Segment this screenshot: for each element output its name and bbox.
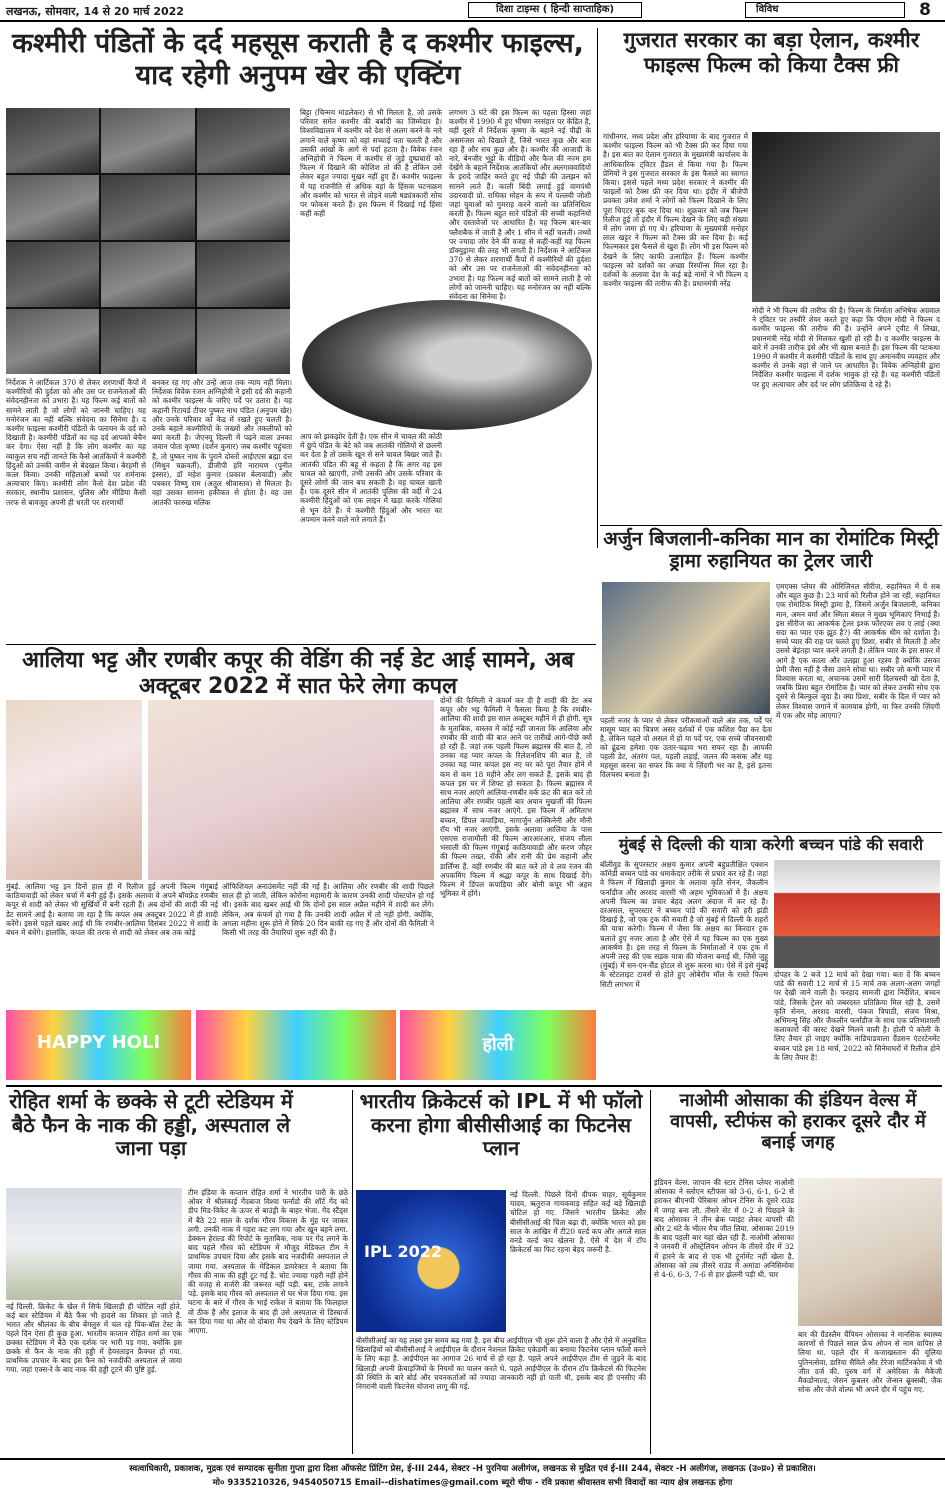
ipl-col2: बीसीसीआई का यह लक्ष्य इस समय बढ़ गया है. इस बीच आईपीएल भी शुरू होने वाला है और ऐसे में अनुबंधित खिलाड़ियों को बीसीसीआई ने आईपीएल के दौरान नेशनल क्रिकेट एकेडमी का बनाया फिटनेस प्लान फॉलो करने के लिए कहा है. आईपीएल का आगाज 26 मार्च से हो रहा है. पहले अपने आईपीएल टीम से जुड़ने के बाद खिलाड़ी अपनी फ्रेंचाइजियों के नियमों का पालन करते थे. पहले आईपीएल के दौरान टॉप क्रिकेटर्स की फिटनेस की स्थिति के बारे बोर्ड और चयनकर्ताओं को ज्यादा जानकारी नहीं हो पाती थी, इसके बाद ही एनसीए की निगरानी वाली फिटनेस योजना लागू की गई.	[356, 1336, 646, 1392]
rohit-caption: नई दिल्ली. क्रिकेट के खेल में सिर्फ खिलाड़ी ही चोटिल नहीं होते. कई बार स्टेडियम में बैठे फैंस भी हादसे का शिकार हो जाते हैं. भारत और श्रीलंका के बीच बेंगलुरु में चल रहे पिंक-बॉल टेस्ट के पहले दिन ऐसा ही कुछ हुआ. भारतीय कप्तान रोहित शर्मा का एक छक्का स्टेडियम में बैठे एक दर्शक पर भारी पड़ गया. क्योंकि इस छक्के से फैन के नाक की हड्डी में हेयरलाइन फ्रैक्चर हो गया. प्राथमिक उपचार के बाद इस फैन को नजदीकी अस्पताल ले जाया गया. जहां एक्स-रे के बाद नाक की हड्डी टूटने की पुष्टि हुई.	[6, 1302, 182, 1374]
kashmir-col4: लगभग 3 घंटे की इस फिल्म का पहला हिस्सा जहां कश्मीर में 1990 में हुए भीषण नरसंहार पर केंद्रित है, वहीं दूसरे में निर्देशक कृष्णा के बहाने नई पीढ़ी के असमंजस को दिखाते हैं, जिसे भारत कुछ और बता रहा है और सच कुछ और है। कश्मीर की आजादी के नारे, बेनजीर भुट्टो के वीडियो और फैज की नज्म हम देखेंगे के बहाने निर्देशक आतंकियों और अलगाववादियों के इरादे जाहिर करते हुए नई पीढ़ी की उलझन को सामने लाते हैं। काली बिंदी लगाई हुई वामपंथी उदारवादी प्रो. राधिका मोहन के रूप में पल्लवी जोशी जहां युवाओं को गुमराह करने वालों का प्रतिनिधित्व करती हैं। फिल्म बहुत सारे पंडितों की सच्ची कहानियों और दस्तावेजों पर आधारित है। यह फिल्म बार-बार फ्लैशबैक में जाती है और 1 सीन में नहीं चलती। तथ्यों पर ज्यादा जोर देने की वजह से कहीं-कहीं यह फिल्म डॉक्युड्रामा की तरह भी लगती है। निर्देशक ने आर्टिकल 370 से लेकर शरणार्थी कैंपों में कश्मीरियों की दुर्दशा को और उस पर राजनेताओं की संवेदनहीनता को उभारा है। यह फिल्म कई बातों को सामने लाती है जो लोगों को जाननी चाहिए। यह मनोरंजन का नहीं बल्कि संवेदना का सिनेमा है।	[449, 108, 591, 302]
holi-banner-right	[400, 1010, 596, 1080]
arjun-headline: अर्जुन बिजलानी-कनिका मान का रोमांटिक मिस्ट्री ड्रामा रुहानियत का ट्रेलर जारी	[603, 528, 939, 573]
wedding-photo-1	[6, 700, 142, 880]
kashmir-files-poster	[752, 132, 940, 302]
holi-left-text: HAPPY HOLI	[36, 1032, 161, 1053]
kashmir-col2: बनकर रह गए और उन्हें आज तक न्याय नहीं मिला। निर्देशक विवेक रंजन अग्निहोत्री ने इसी दर्द की कहानी को कश्मीर फाइल्स के जरिए पर्दे पर उतारा है। यह कहानी रिटायर्ड टीचर पुष्कर नाथ पंडित (अनुपम खेर) और उनके परिवार को केंद्र में रखते हुए चलती है। उनके बहाने कश्मीरियों के जख्मों और तकलीफों को बयां करती है। जेएनयू दिल्ली में पढ़ने वाला उनका जवान पोता कृष्णा (दर्शन कुमार) जब कश्मीर पहुंचता है, तो पुष्कर नाथ के पुराने दोस्तों आईएएस ब्रह्मा दत्त (मिथुन चक्रवर्ती), डीजीपी हरि नारायण (पुनीत इस्सर), डॉ महेश कुमार (प्रकाश बेलावाडी) और पत्रकार विष्णु राम (अतुल श्रीवास्तव) से मिलता है। वहां उसका सामना हकीकत से होता है। वह उस आतंकी फारुख मलिक	[152, 378, 292, 507]
page-number: 8	[919, 0, 931, 20]
bachchan-truck-photo	[774, 860, 940, 968]
kashmir-headline: कश्मीरी पंडितों के दर्द महसूस कराती है द कश्मीर फाइल्स, याद रहेगी अनुपम खेर की एक्टिंग	[12, 28, 584, 91]
osaka-col2: बार की ग्रैंडस्लैम चैंपियन ओसाका ने मानसिक स्वास्थ्य कारणों से पिछले साल फ्रेंच ओपन से नाम वापिस ले लिया था. पहले दौर में कजाखस्तान की यूलिया पुतिनत्सेवा, डारिया सैविले और टेरेजा मार्टिनकोवा ने भी जीत दर्ज की. पुरुष वर्ग में अमेरिका के मैकेंजी मैकडोनाल्ड, जेसन कुबलर और जेन्सन ब्रूक्सबी, जैक सोक और जेजे वोल्फ भी अपने दौर में पहुंच गए.	[798, 1330, 942, 1395]
imprint-line-2: मो० 9335210326, 9454050715 Email--dishatimes@gmail.com ब्यूरो चीफ - रवि प्रकाश श्रीवास्तव सभी विवादों का न्याय क्षेत्र लखनऊ होगा	[212, 1478, 733, 1488]
gujarat-headline: गुजरात सरकार का बड़ा ऐलान, कश्मीर फाइल्स फिल्म को किया टैक्स फ्री	[623, 28, 920, 77]
ipl-logo-text: IPL 2022	[364, 1242, 442, 1261]
wedding-photo-2	[148, 700, 434, 880]
kashmir-col3b: आप को झकझोर देती है। एक सीन में चावल की कोठी में छुपे पंडित के बेटे को जब आतंकी गोलियों से छलनी कर देता है तो उसके खून से सने चावल बिखर जाते हैं। आतंकी पंडित की बहू से कहता है कि अगर वह इस चावल को खाएगी, तभी उसकी और उसके परिवार के दूसरे लोगों की जान बच सकती है। वह चावल खाती है। एक दूसरे सीन में आतंकी पुलिस की वर्दी में 24 कश्मीरी हिंदुओं को एक लाइन में खड़ा करके गोलियां से भून देते हैं। ये कश्मीरी हिंदुओं और भारत का अपमान करने वाले नारे लगाते हैं।	[300, 432, 442, 524]
ipl-trophy-photo	[356, 1190, 506, 1332]
holi-banner-middle	[196, 1010, 396, 1080]
osaka-headline: नाओमी ओसाका की इंडियन वेल्स में वापसी, स्टीफंस को हराकर दूसरे दौर में बनाई जगह	[670, 1090, 926, 1154]
alia-col1: मुंबई. आलिया भट्ट इन दिनों हाल ही में रिलीज हुई अपनी फिल्म गंगूबाई काठियावाड़ी को लेकर चर्चा में बनी हुई हैं। इसके अलावा वे अपने बॉयफ्रेंड रणबीर कपूर से शादी को लेकर भी सुर्खियों में बनी रहती हैं। अब दोनों की शादी की नई डेट सामने आई है। बताया जा रहा है कि कपल अब अक्टूबर 2022 में ही शादी करेंगे। इससे पहले खबर आई थी कि रणबीर-आलिया दिसंबर 2022 में शादी के बंधन में बंधेंगे। हालांकि, कपल की तरफ से शादी को लेकर अब तक कोई	[6, 882, 218, 938]
ipl-col1: नई दिल्ली. पिछले दिनों दीपक चाहर, सूर्यकुमार यादव, ऋतुराज गायकवाड़ सहित कई बड़े खिलाड़ी चोटिल हो गए. जिसने भारतीय क्रिकेट और बीसीसीआई की चिंता बढ़ा दी, क्योंकि भारत को इस साल के आखिर में टी20 वर्ल्ड कप और अगले साल वनडे वर्ल्ड कप खेलना है. ऐसे में देश में टॉप क्रिकेटर्स का फिट रहना बेहद जरूरी है.	[510, 1190, 646, 1255]
rohit-sharma-photo	[6, 1188, 182, 1300]
bachchan-col2: दोपहर के 2 बजे 12 मार्च को देखा गया। बता दें कि बच्चन पांडे की सवारी 12 मार्च से 15 मार्च तक अलग-अलग जगहों पर देखी जाने वाली है। फरहाद सामजी द्वारा निर्देशित, बच्चन पांडे, जिसके ट्रेलर को जबरदस्त प्रतिक्रिया मिल रही है, उसमें कृति सेनन, अरशद वारसी, पंकज त्रिपाठी, संजय मिश्रा, अभिमन्यु सिंह और जैकलीन फर्नांडीज के साथ एक प्रतिभाशाली कलाकारों की कास्ट देखने मिलने वाली है। होली पे कोली के लिए तैयार हो जाइए क्योंकि नाडियाडवाला ग्रैंडसन एंटरटेनमेंट बच्चन पांडे इस 18 मार्च, 2022 को सिनेमाघरों में रिलीज होने के लिए तैयार है!	[774, 970, 940, 1062]
kashmir-col3: बिट्टा (चिन्मय मांडलेकर) से भी मिलता है, जो उसके परिवार समेत कश्मीर की बर्बादी का जिम्मेदार है। विश्वविद्यालय में कश्मीर को देश से अलग करने के नारे लगाने वाले कृष्णा को वहां सच्चाई पता चलती है और उसकी आंखों के आगे से पर्दा हटता है। विवेक रंजन अग्निहोत्री ने फिल्म में कश्मीर से जुड़े दुष्प्रचारों को फिल्म में दिखाने की कोशिश तो की है लेकिन उसे लेकर बहुत ज्यादा मुखर नहीं हुए हैं। कश्मीर फाइल्स में यह राजनीति से अधिक वहां के हिंसक घटनाक्रम और कश्मीर को भारत से तोड़ने वाली षड्यंत्रकारी सोच पर फोकस करते हैं। इस फिल्म में दिखाई गई हिंसा कहीं कहीं	[300, 108, 442, 219]
ruhaniyat-poster	[602, 582, 770, 714]
imprint-footer	[0, 1458, 945, 1491]
rohit-headline: रोहित शर्मा के छक्के से टूटी स्टेडियम में बैठे फैन के नाक की हड्डी, अस्पताल ले जाना पड़ा	[9, 1089, 293, 1161]
ipl-headline: भारतीय क्रिकेटर्स को IPL में भी फॉलो करना होगा बीसीसीआई का फिटनेस प्लान	[359, 1089, 643, 1161]
bachchan-headline: मुंबई से दिल्ली की यात्रा करेगी बच्चन पांडे की सवारी	[618, 835, 924, 854]
kashmir-col1: निर्देशक ने आर्टिकल 370 से लेकर शरणार्थी कैंपों में कश्मीरियों की दुर्दशा को और उस पर राजनेताओं की संवेदनहीनता को उभारा है। यह फिल्म कई बातों को सामने लाती है जो लोगों को जाननी चाहिए। यह मनोरंजन का नहीं बल्कि संवेदना का सिनेमा है। द कश्मीर फाइल्स कश्मीरी पंडितों के पलायन के दर्द को दिखाती है। कश्मीरी पंडितों का यह दर्द आपको बेचैन कर देगा। ऐसा नहीं है कि लोग कश्मीर का यह व्याकुल सच नहीं जानते कि कैसे आतंकियों ने कश्मीरी हिंदुओं को उनकी जमीन से बेदखल किया। बेरहमी से कत्ल किया। उनकी महिलाओं बच्चों पर शर्मनाक अत्याचार किए। कश्मीरी लोग कैसे देश प्रदेश की सरकार, स्थानीय प्रशासन, पुलिस और मीडिया कैसी तरफ से बावजूद अपनी ही धरती पर शरणार्थी	[6, 378, 146, 507]
issue-date: लखनऊ, सोमवार, 14 से 20 मार्च 2022	[6, 5, 184, 18]
masthead	[0, 0, 945, 22]
rohit-col: टीम इंडिया के कप्तान रोहित शर्मा ने भारतीय पारी के छठे ओवर में श्रीलंकाई गेंदबाज विश्वा फर्नांडो की शॉर्ट गेंद को डीप मिड-विकेट के ऊपर से बाउंड्री के बाहर भेजा. गेंद स्टैंड्स में बैठे 22 साल के दर्शक गौरव विकास के मुंह पर जाकर लगी. उनकी नाक में गहरा कट लग गया और खून बहने लगा. डेक्कन हेराल्ड की रिपोर्ट के मुताबिक, नाक पर गेंद लगने के बाद पहले गौरव को स्टेडियम में मौजूद मेडिकल टीम ने प्राथमिक उपचार दिया और इसके बाद नजदीकी अस्पताल ले जाया गया. अस्पताल के मेडिकल डायरेक्टर ने बताया कि गौरव की नाक की हड्डी टूट गई है. चोट ज्यादा गहरी नहीं होने की वजह से सर्जरी की जरूरत नहीं पड़ी. बस, टांके लगाने पड़े. इसके बाद गौरव को अस्पताल से घर भेज दिया गया. इस घटना के बारे में गौरव के भाई राकेश ने बताया कि फिलहाल वो ठीक हैं और इलाज के बाद ही उसे अस्पताल से डिस्चार्ज कर दिया गया था और वो दोबारा मैच देखने के लिए स्टेडियम आएगा.	[188, 1188, 348, 1336]
gujarat-col2: मोदी ने भी फिल्म की तारीफ की है। फिल्म के निर्माता अभिषेक अग्रवाल ने ट्विटर पर तस्वीरें शेयर करते हुए कहा कि पीएम मोदी ने फिल्म द कश्मीर फाइल्स की तारीफ की है। उन्होंने अपने ट्वीट में लिखा, प्रधानमंत्री नरेंद्र मोदी से मिलकर खुशी हो रही है। द कश्मीर फाइल्स के बारे में उनकी तारीफ इसे और भी खास बनाते हैं। इस फिल्म की पटकथा 1990 में कश्मीर में कश्मीरी पंडितों के साथ हुए अमानवीय व्यवहार और कश्मीर से उनके वहां से जाने पर आधारित है। विवेक अग्निहोत्री द्वारा निर्देशित कश्मीर फाइल्स में दर्शक भावुक हो रहे हैं। वह कश्मीरी पंडितों पर हुए अत्याचार और दर्द पर लोग प्रतिक्रिया दे रहे हैं।	[752, 306, 940, 389]
alia-col2: ऑफिशियल अनाउंसमेंट नहीं की गई है। आलिया और रणबीर की शादी पिछले साल ही हो जाती, लेकिन कोरोना महामारी के कारण उनकी शादी पोस्टपोन हो गई थी। इसके बाद खबर आई थी कि दोनों इस साल अप्रैल महीने में शादी कर लेंगे। लेकिन, अब कंफर्म हो गया है कि उनकी शादी अप्रैल में तो नहीं होगी. क्योंकि, अगला महीना शुरू होने में सिर्फ 20 दिन बाकी रह गए हैं और दोनों की फैमिली ने किसी भी तरह की तैयारियां शुरू नहीं की हैं।	[222, 882, 434, 938]
alia-headline: आलिया भट्ट और रणबीर कपूर की वेडिंग की नई डेट आई सामने, अब अक्टूबर 2022 में सात फेरे लेगा कपल	[22, 648, 574, 699]
alia-col3: दोनों की फैमिली ने कंफर्म कर दी है शादी की डेट अब कपूर और भट्ट फैमिली ने फैसला किया है कि रणबीर-आलिया की शादी इस साल अक्टूबर महीने में ही होगी. सूत्र के मुताबिक, वास्तव में कोई नहीं जानता कि आलिया और रणबीर की शादी की बात आने पर तारीखें आगे-पीछे क्यों हो रही हैं. जहां तक पहली फिल्म ब्रह्मास्त्र की बात है, तो उनका यह प्यार कपल के रिलेशनशिप की बात है, तो उनका यह प्यार कपल इस नए घर को पूरा तैयार होने में कम से कम 18 महीने और लग सकते हैं. इसके बाद ही कपल इस घर में शिफ्ट हो सकता है। फिल्म ब्रह्मास्त्र में साथ नजर आएंगे आलिया-रणबीर वर्क फ्रंट की बात करें तो आलिया और रणबीर पहली बार अयान मुखर्जी की फिल्म ब्रह्मास्त्र में साथ नजर आएंगे. इस फिल्म में अमिताभ बच्चन, डिंपल कपाड़िया, नागार्जुन अक्किनेनी और मौनी रॉय भी नजर आएंगी. इसके अलावा आलिया के पास एसएस राजामौली की फिल्म आरआरआर, संजय लीला भंसाली की फिल्म गंगूबाई काठियावाड़ी और करण जौहर की फिल्म तख्त, रॉकी और रानी की प्रेम कहानी और डार्लिंग्स हैं. वहीं रणबीर की बात करें तो वे लव रंजन की अपकमिंग फिल्म में श्रद्धा कपूर के साथ दिखाई देंगे। फिल्म में डिंपल कपाड़िया और बोनी कपूर भी अहम भूमिका में होंगे।	[440, 696, 592, 899]
arjun-caption: पहली नजर के प्यार से लेकर परीकथाओं वाले अंत तक, पर्दे पर मासूम प्यार का चित्रण असर दर्शकों में एक कशिश पैदा कर देता है, लेकिन पहले वो असल में हो या पर्दे पर, एक सच्चे जीवनसाथी को ढूंढना हमेशा एक उतार-चढ़ाव भरा सफर रहा है। आपकी पहली डेट, अंतरंग पल, पहली लड़ाई, जलन की कसक और यह महसूस करना का सफर कि क्या ये ज़िंदगी भर का है, इसे इतना दिलचस्प बनाता है।	[600, 716, 772, 779]
arjun-col: एमएक्स प्लेयर की ओरिजिनल सीरीज, रुहानियत में ये सब और बहुत कुछ है। 23 मार्च को रिलीज होने जा रही, रुहानियत एक रोमांटिक मिस्ट्री ड्रामा है, जिसमें अर्जुन बिजलानी, कनिका मान, अमन वर्मा और स्मिता बंसल ने मुख्य भूमिकाएं निभाई हैं। इस सीरीज का आकर्षक ट्रेलर इश्क फॉरएवर लव ए लाई (क्या सदा का प्यार एक झूठ है?) की आकर्षक थीम को दर्शाता है। सच्चे प्यार की राह पर चलते हुए प्रिशा, सबीर से मिलती है और उससे बेइंतहा प्यार करने लगती है। लेकिन प्यार के इस सफर में आगे है एक काला और उलझा हुआ रहस्य है क्योंकि उसका प्रेमी जैसा नहीं है जैसा उसने सोचा था। सबीर जो कभी प्यार में विश्वास करता था, अचानक उसमें सारी दिलचस्पी खो देता है, जबकि प्रिशा बहुत रोमांटिक है। प्यार को लेकर उनकी सोच एक दूसरे से बिल्कुल जुदा है। क्या प्रिशा, सबीर के दिल में प्यार को लेकर विश्वास जगाने में कामयाब होगी, या फिर उनकी ज़िंदगी में एक और मोड़ आएगा?	[776, 582, 940, 720]
gujarat-col1: गांधीनगर. मध्य प्रदेश और हरियाणा के बाद गुजरात में कश्मीर फाइल्स फिल्म को भी टैक्स फ्री कर दिया गया है। इस बात का ऐलान गुजरात के मुख्यमंत्री कार्यालय के आधिकारिक ट्विटर हैंडल से किया गया है। फिल्म प्रेमियों ने इस गुजरात सरकार के इस फैसले का स्वागत किया। इससे पहले मध्य प्रदेश सरकार ने कश्मीर की फाइलों को टैक्स फ्री कर दिया था। इंदौर में बीजेपी प्रवक्ता उमेश शर्मा ने लोगों को फिल्म दिखाने के लिए पूरा थिएटर बुक कर दिया था। शुक्रवार को जब फिल्म रिलीज हुई तो इंदौर में फिल्म देखने के लिए बड़ी संख्या में लोग जमा हो गए थे। हरियाणा के मुख्यमंत्री मनोहर लाल खट्टर ने फिल्म को टैक्स फ्री कर दिया है। कई फिल्मकार इस फैसले से खुश हैं। लोग भी इस फिल्म को देखने के लिए काफी उत्साहित हैं। फिल्म कश्मीर फाइल्स को दर्शकों का अच्छा रिस्पॉन्स मिल रहा है। दर्शकों के अलावा देश के कई बड़े नामों ने भी फिल्म द कश्मीर फाइल्स की तारीफ की है। प्रधानमंत्री नरेंद्र	[603, 132, 748, 289]
osaka-col1: इंडियन वेल्स. जापान की स्टार टेनिस प्लेयर नाओमी ओसाका ने स्लोएन स्टीफंस को 3-6, 6-1, 6-2 से हराकर बीएनपी पेरिबास ओपन टेनिस के दूसरे राउंड में जगह बना ली. तीसरे सेट में 0-2 से पिछड़ने के बाद ओसाका ने तीन ब्रेक प्वाइंट लेकर वापसी की और 2 घंटे के भीतर मैच जीत लिया. ओसाका 2019 के बाद पहली बार यहां खेल रही हैं. नाओमी ओसाका ने जनवरी में ऑस्ट्रेलियन ओपन के तीसरे दौर में 32 में हारने के बाद से एक भी टूर्नामेंट नहीं खेला है. ओसाका को तब तीसरे राउंड में अमांडा अनिसिमोवा से 4-6, 6-3, 7-6 से हार झेलनी पड़ी थी. चार	[654, 1178, 794, 1280]
holi-right-text: होली	[482, 1034, 514, 1055]
holi-banner-left	[6, 1010, 191, 1080]
imprint-line-1: स्वत्वाधिकारी, प्रकाशक, मुद्रक एवं सम्पादक सुनीता गुप्ता द्वारा दिशा ऑफसेट प्रिंटिंग प्रेस, ई-III 244, सेक्टर -H पुरनिया अलीगंज, लखनऊ से मुद्रित एवं ई-III 244, सेक्टर -H अलीगंज, लखनऊ (उ०प्र०) से प्रकाशित।	[129, 1464, 816, 1474]
paper-name: दिशा टाइम्स ( हिन्दी साप्ताहिक)	[468, 2, 642, 18]
section-name: विविध	[745, 2, 905, 18]
bachchan-col1: बॉलीवुड के सुपरस्टार अक्षय कुमार अपनी बहुप्रतीक्षित एक्शन कॉमेडी बच्चन पांडे का धमाकेदार तरीके से प्रचार कर रहे हैं। जहां वे फिल्म में खिलाड़ी कुमार के अलावा कृति सेनन, जैकलीन फर्नांडीज और अरशद वारसी भी अहम भूमिकाओं में हैं। अक्षय अपनी फिल्म का प्रचार बेहद अलग अंदाज में कर रहे हैं। दरअसल, सुपरस्टार ने बच्चन पांडे की सवारी को हरी झंडी दिखाई है, जो एक ट्रक की सवारी है जो मुंबई से दिल्ली के शहरों की यात्रा करेगी। फिल्म में जैसा कि अक्षय का किरदार ट्रक चलाते हुए नजर आता है और ऐसे में यह फिल्म का एक मुख्य आकर्षण है। इस तरह से फिल्म के निर्माताओं ने एक ट्रक में अपनी तरह की एक सड़क यात्रा की योजना बनाई थी, जिसे जुहू (मुंबई) में सन-एन-सैंड होटल से शुरू करना था। ऐसे में इसे मुंबई के स्टेटलाइट टावर्स से होते हुए ओबेरॉय मॉल के रास्ते फिल्म सिटी लगभग में	[600, 860, 768, 989]
kashmir-files-collage	[6, 108, 290, 374]
naomi-osaka-photo	[798, 1178, 942, 1326]
